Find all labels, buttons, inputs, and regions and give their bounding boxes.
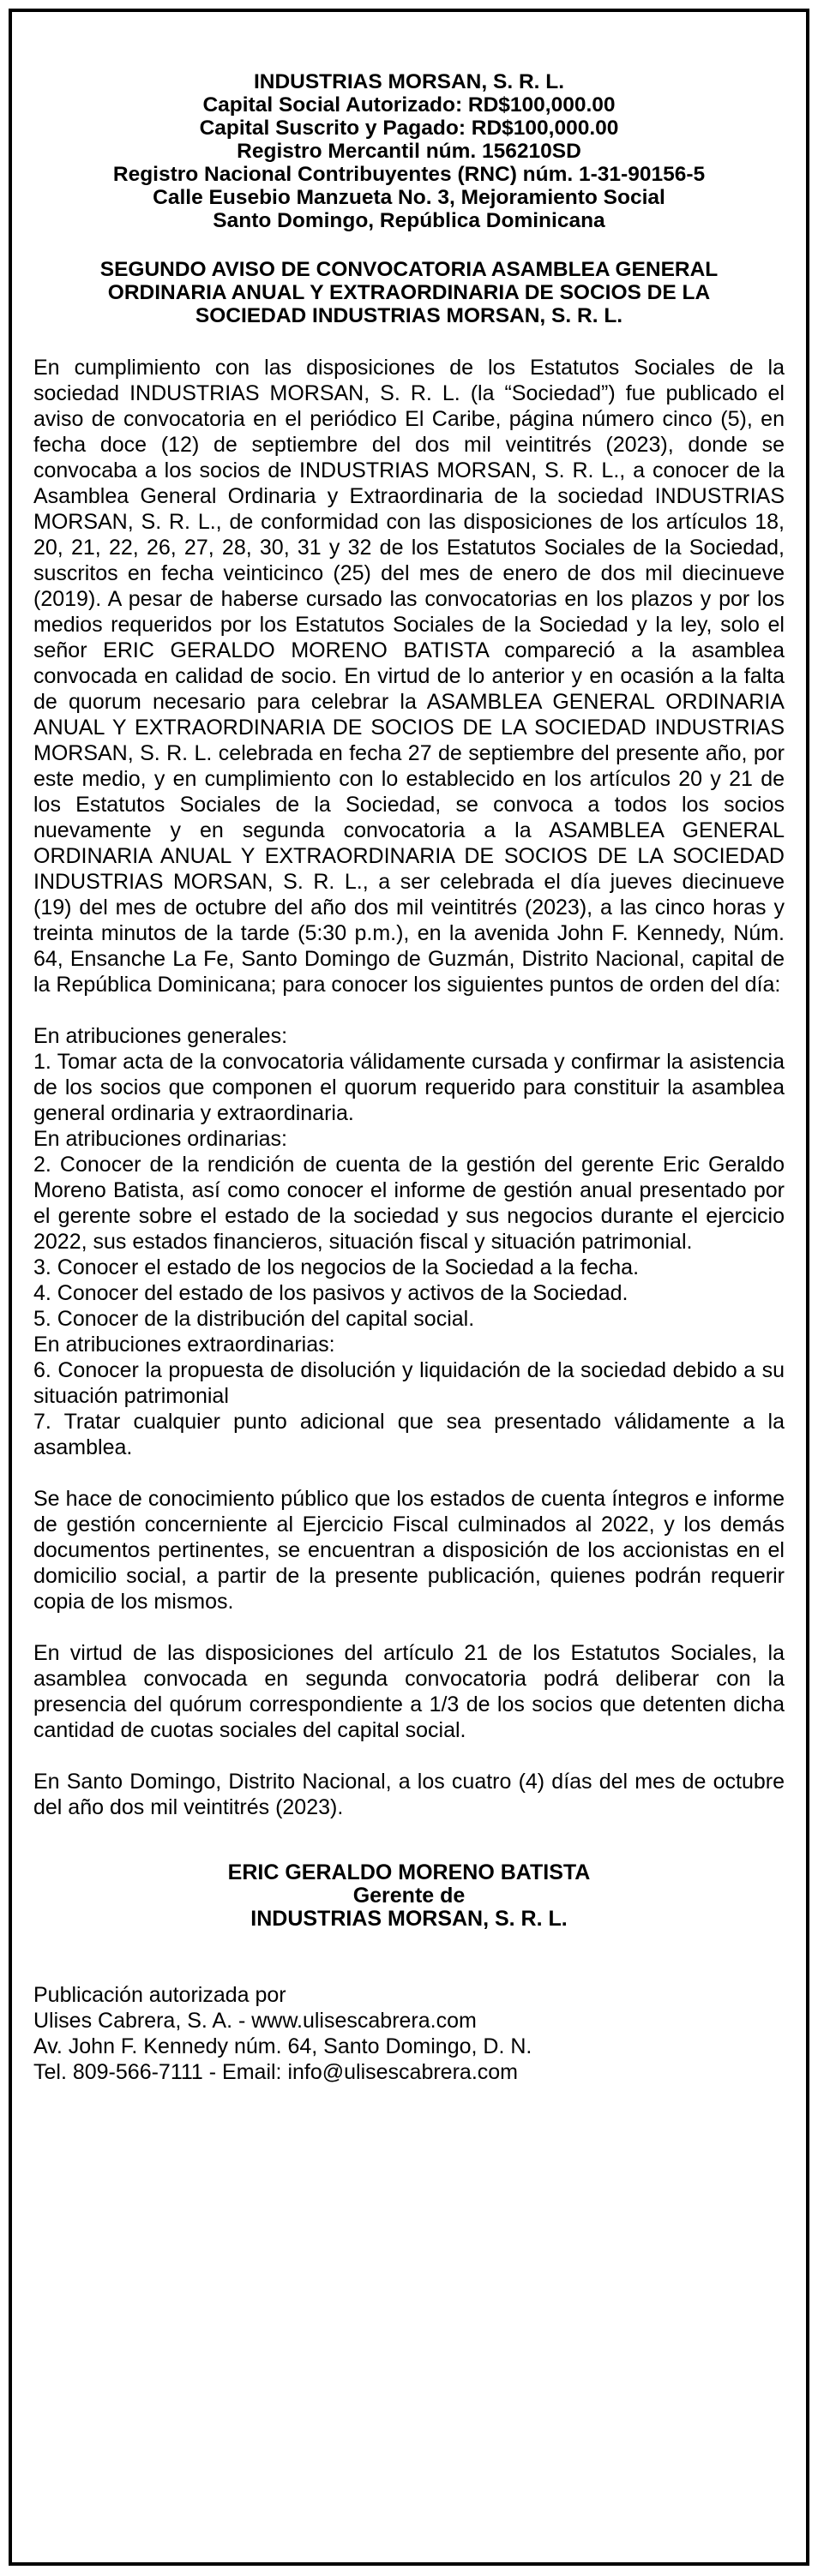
agenda-item: 1. Tomar acta de la convocatoria válidamente cursada y confirmar la asistencia de los socios que componen el quorum requerido para constituir la asamblea general ordinaria y extraordinaria. bbox=[33, 1050, 785, 1125]
title-line-2: ORDINARIA ANUAL Y EXTRAORDINARIA DE SOCIOS DE LA bbox=[107, 281, 711, 304]
authorized-capital: Capital Social Autorizado: RD$100,000.00 bbox=[202, 93, 616, 117]
mercantile-registry: Registro Mercantil núm. 156210SD bbox=[237, 140, 581, 163]
agenda-heading-ordinary: En atribuciones ordinarias: bbox=[33, 1127, 287, 1151]
signatory-company: INDUSTRIAS MORSAN, S. R. L. bbox=[250, 1907, 568, 1931]
quorum-paragraph: En virtud de las disposiciones del artículo 21 de los Estatutos Sociales, la asamblea convocada en segunda convocatoria podrá deliberar con la presencia del quórum correspondiente a 1/3 de los socios que detenten dicha cantidad de cuotas sociales del capital social. bbox=[33, 1641, 785, 1742]
notice-title bbox=[33, 258, 785, 327]
footer-agency: Ulises Cabrera, S. A. - www.ulisescabrera.com bbox=[33, 2009, 477, 2033]
intro-paragraph: En cumplimiento con las disposiciones de los Estatutos Sociales de la sociedad INDUSTRIAS MORSAN, S. R. L. (la “Sociedad”) fue publicado el aviso de convocatoria en el periódico El Caribe, página número cinco (5), en fecha doce (12) de septiembre del dos mil veintitrés (2023), donde se convocaba a los socios de INDUSTRIAS MORSAN, S. R. L., a conocer de la Asamblea General Ordinaria y Extraordinaria de la sociedad INDUSTRIAS MORSAN, S. R. L., de conformidad con las disposiciones de los artículos 18, 20, 21, 22, 26, 27, 28, 30, 31 y 32 de los Estatutos Sociales de la Sociedad, suscritos en fecha veinticinco (25) del mes de enero de dos mil diecinueve (2019). A pesar de haberse cursado las convocatorias en los plazos y por los medios requeridos por los Estatutos Sociales de la Sociedad y la ley, solo el señor ERIC GERALDO MORENO BATISTA compareció a la asamblea convocada en calidad de socio. En virtud de lo anterior y en ocasión a la falta de quorum necesario para celebrar la ASAMBLEA GENERAL ORDINARIA ANUAL Y EXTRAORDINARIA DE SOCIOS DE LA SOCIEDAD INDUSTRIAS MORSAN, S. R. L. celebrada en fecha 27 de septiembre del presente año, por este medio, y en cumplimiento con lo establecido en los artículos 20 y 21 de los Estatutos Sociales de la Sociedad, se convoca a todos los socios nuevamente y en segunda convocatoria a la ASAMBLEA GENERAL ORDINARIA ANUAL Y EXTRAORDINARIA DE SOCIOS DE LA SOCIEDAD INDUSTRIAS MORSAN, S. R. L., a ser celebrada el día jueves diecinueve (19) del mes de octubre del año dos mil veintitrés (2023), a las cinco horas y treinta minutos de la tarde (5:30 p.m.), en la avenida John F. Kennedy, Núm. 64, Ensanche La Fe, Santo Domingo de Guzmán, Distrito Nacional, capital de la República Dominicana; para conocer los siguientes puntos de orden del día: bbox=[33, 356, 785, 997]
publication-footer bbox=[33, 1982, 785, 2085]
footer-authorized: Publicación autorizada por bbox=[33, 1983, 286, 2007]
address-line-1: Calle Eusebio Manzueta No. 3, Mejoramiento Social bbox=[153, 186, 665, 209]
company-name: INDUSTRIAS MORSAN, S. R. L. bbox=[253, 70, 565, 93]
company-header bbox=[33, 70, 785, 232]
notice-body bbox=[33, 355, 785, 1820]
footer-contact: Tel. 809-566-7111 - Email: info@ulisescabrera.com bbox=[33, 2060, 518, 2084]
agenda-item: 2. Conocer de la rendición de cuenta de la gestión del gerente Eric Geraldo Moreno Batista, así como conocer el informe de gestión anual presentado por el gerente sobre el estado de la sociedad y sus negocios durante el ejercicio 2022, sus estados financieros, situación fiscal y situación patrimonial. bbox=[33, 1153, 785, 1254]
notice-frame bbox=[9, 9, 809, 2566]
tax-id: Registro Nacional Contribuyentes (RNC) núm. 1-31-90156-5 bbox=[112, 163, 706, 186]
agenda-item: 4. Conocer del estado de los pasivos y activos de la Sociedad. bbox=[33, 1281, 629, 1305]
agenda-heading-general: En atribuciones generales: bbox=[33, 1024, 288, 1048]
notice-content bbox=[12, 12, 806, 2085]
agenda-item: 3. Conocer el estado de los negocios de la Sociedad a la fecha. bbox=[33, 1255, 640, 1279]
public-notice-paragraph: Se hace de conocimiento público que los estados de cuenta íntegros e informe de gestión concerniente al Ejercicio Fiscal culminados al 2022, y los demás documentos pertinentes, se encuentran a disposición de los accionistas en el domicilio social, a partir de la presente publicación, quienes podrán requerir copia de los mismos. bbox=[33, 1487, 785, 1614]
footer-address: Av. John F. Kennedy núm. 64, Santo Domingo, D. N. bbox=[33, 2034, 532, 2058]
signatory-name: ERIC GERALDO MORENO BATISTA bbox=[227, 1860, 591, 1884]
address-line-2: Santo Domingo, República Dominicana bbox=[213, 209, 605, 232]
agenda-heading-extraordinary: En atribuciones extraordinarias: bbox=[33, 1333, 335, 1357]
title-line-3: SOCIEDAD INDUSTRIAS MORSAN, S. R. L. bbox=[195, 304, 623, 327]
agenda-item: 7. Tratar cualquier punto adicional que sea presentado válidamente a la asamblea. bbox=[33, 1410, 785, 1459]
signatory-role: Gerente de bbox=[352, 1884, 466, 1908]
agenda-list bbox=[33, 1023, 785, 1460]
date-place-paragraph: En Santo Domingo, Distrito Nacional, a los cuatro (4) días del mes de octubre del año dos mil veintitrés (2023). bbox=[33, 1770, 785, 1819]
agenda-item: 5. Conocer de la distribución del capital social. bbox=[33, 1307, 475, 1331]
subscribed-capital: Capital Suscrito y Pagado: RD$100,000.00 bbox=[199, 117, 619, 140]
title-line-1: SEGUNDO AVISO DE CONVOCATORIA ASAMBLEA GENERAL bbox=[99, 258, 719, 281]
agenda-item: 6. Conocer la propuesta de disolución y liquidación de la sociedad debido a su situación patrimonial bbox=[33, 1358, 785, 1408]
signature-block bbox=[33, 1861, 785, 1931]
